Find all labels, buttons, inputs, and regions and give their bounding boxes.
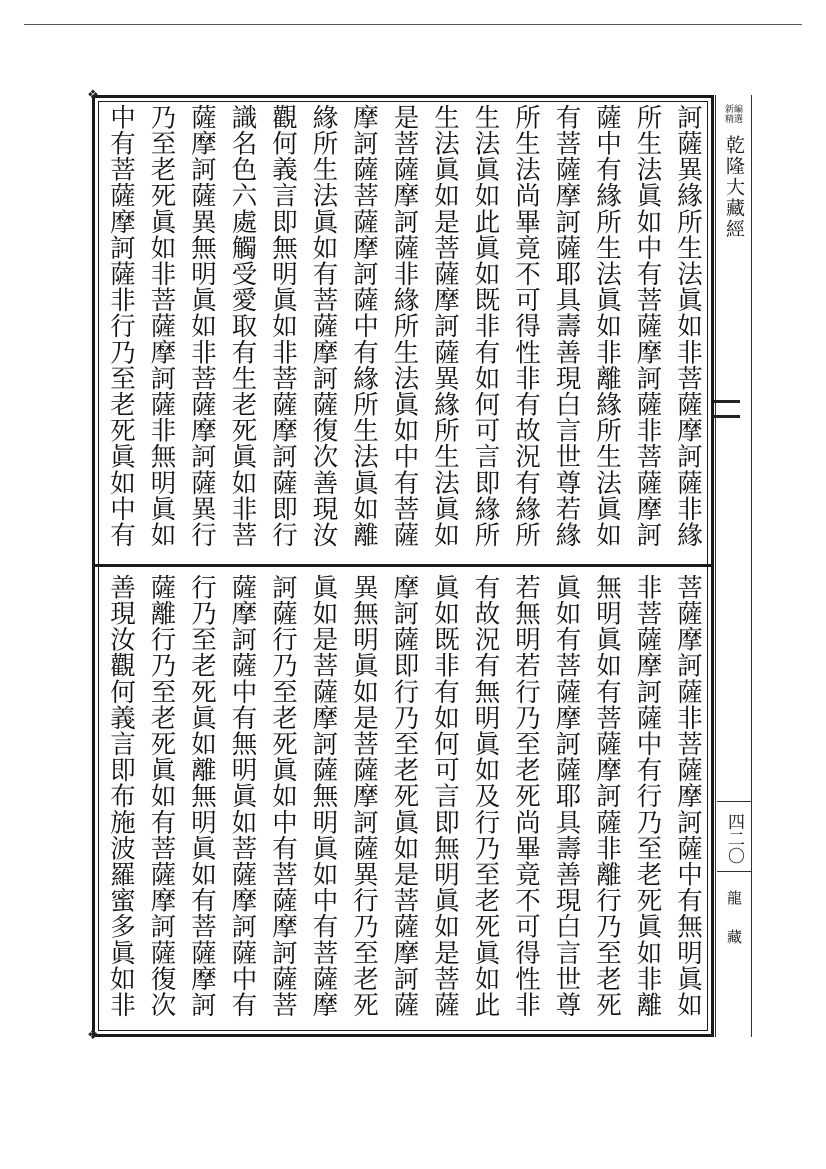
register-divider <box>92 564 714 567</box>
text-column: 緣所生法眞如有菩薩摩訶薩復次善現汝 <box>308 104 339 548</box>
lower-text-panel <box>100 574 706 1030</box>
corner-ornament-icon: ❖ <box>87 1028 99 1043</box>
side-margin <box>717 95 751 1037</box>
header-small-label <box>717 105 751 125</box>
margin-rule <box>751 95 752 1037</box>
small-label-right: 精選 <box>724 115 743 125</box>
page-number-box-bottom <box>717 871 751 872</box>
upper-text-panel <box>100 104 706 556</box>
text-column: 識名色六處觸受愛取有生老死眞如非菩 <box>227 104 258 548</box>
text-column: 薩中有緣所生法眞如非離緣所生法眞如 <box>592 104 622 548</box>
text-column: 所生法眞如中有菩薩摩訶薩非菩薩摩訶 <box>632 104 663 548</box>
text-column: 有菩薩摩訶薩耶具壽善現白言世尊若緣 <box>551 104 582 548</box>
text-column: 菩薩摩訶薩非菩薩摩訶薩中有無明眞如 <box>673 574 703 1018</box>
text-column: 眞如既非有如何可言即無明眞如是菩薩 <box>430 574 460 1018</box>
text-column: 摩訶薩即行乃至老死眞如是菩薩摩訶薩 <box>389 574 420 1018</box>
text-column: 觀何義言即無明眞如非菩薩摩訶薩即行 <box>268 104 298 548</box>
text-column: 薩摩訶薩異無明眞如非菩薩摩訶薩異行 <box>187 104 217 548</box>
collection-title: 乾隆大藏經 <box>723 135 745 240</box>
page-number: 四二〇 <box>724 813 744 864</box>
text-column: 訶薩行乃至老死眞如中有菩薩摩訶薩菩 <box>268 574 298 1018</box>
edition-mark: 龍藏 <box>725 890 743 968</box>
text-column: 訶薩異緣所生法眞如非菩薩摩訶薩非緣 <box>673 104 703 548</box>
text-column: 摩訶薩菩薩摩訶薩中有緣所生法眞如離 <box>349 104 379 548</box>
text-column: 所生法尚畢竟不可得性非有故況有緣所 <box>511 104 541 548</box>
margin-rule <box>715 95 716 1037</box>
text-column: 薩摩訶薩中有無明眞如菩薩摩訶薩中有 <box>227 574 258 1018</box>
small-label-left: 新編 <box>724 105 743 115</box>
text-column: 眞如有菩薩摩訶薩耶具壽善現白言世尊 <box>551 574 582 1018</box>
text-column: 薩離行乃至老死眞如有菩薩摩訶薩復次 <box>146 574 177 1018</box>
text-column: 生法眞如此眞如既非有如何可言即緣所 <box>470 104 501 548</box>
text-column: 中有菩薩摩訶薩非行乃至老死眞如中有 <box>106 104 136 548</box>
text-column: 非菩薩摩訶薩中有行乃至老死眞如非離 <box>632 574 663 1018</box>
corner-ornament-icon: ❖ <box>87 88 99 103</box>
text-column: 有故況有無明眞如及行乃至老死眞如此 <box>470 574 501 1018</box>
text-column: 眞如是菩薩摩訶薩無明眞如中有菩薩摩 <box>308 574 339 1018</box>
text-column: 行乃至老死眞如離無明眞如有菩薩摩訶 <box>187 574 217 1018</box>
text-column: 生法眞如是菩薩摩訶薩異緣所生法眞如 <box>430 104 460 548</box>
text-column: 是菩薩摩訶薩非緣所生法眞如中有菩薩 <box>389 104 420 548</box>
text-column: 異無明眞如是菩薩摩訶薩異行乃至老死 <box>349 574 379 1018</box>
text-column: 無明眞如有菩薩摩訶薩非離行乃至老死 <box>592 574 622 1018</box>
text-column: 若無明若行乃至老死尚畢竟不可得性非 <box>511 574 541 1018</box>
page-number-box-top <box>717 801 751 802</box>
top-rule <box>24 24 802 25</box>
text-column: 善現汝觀何義言即布施波羅蜜多眞如非 <box>106 574 136 1018</box>
text-column: 乃至老死眞如非菩薩摩訶薩非無明眞如 <box>146 104 177 548</box>
